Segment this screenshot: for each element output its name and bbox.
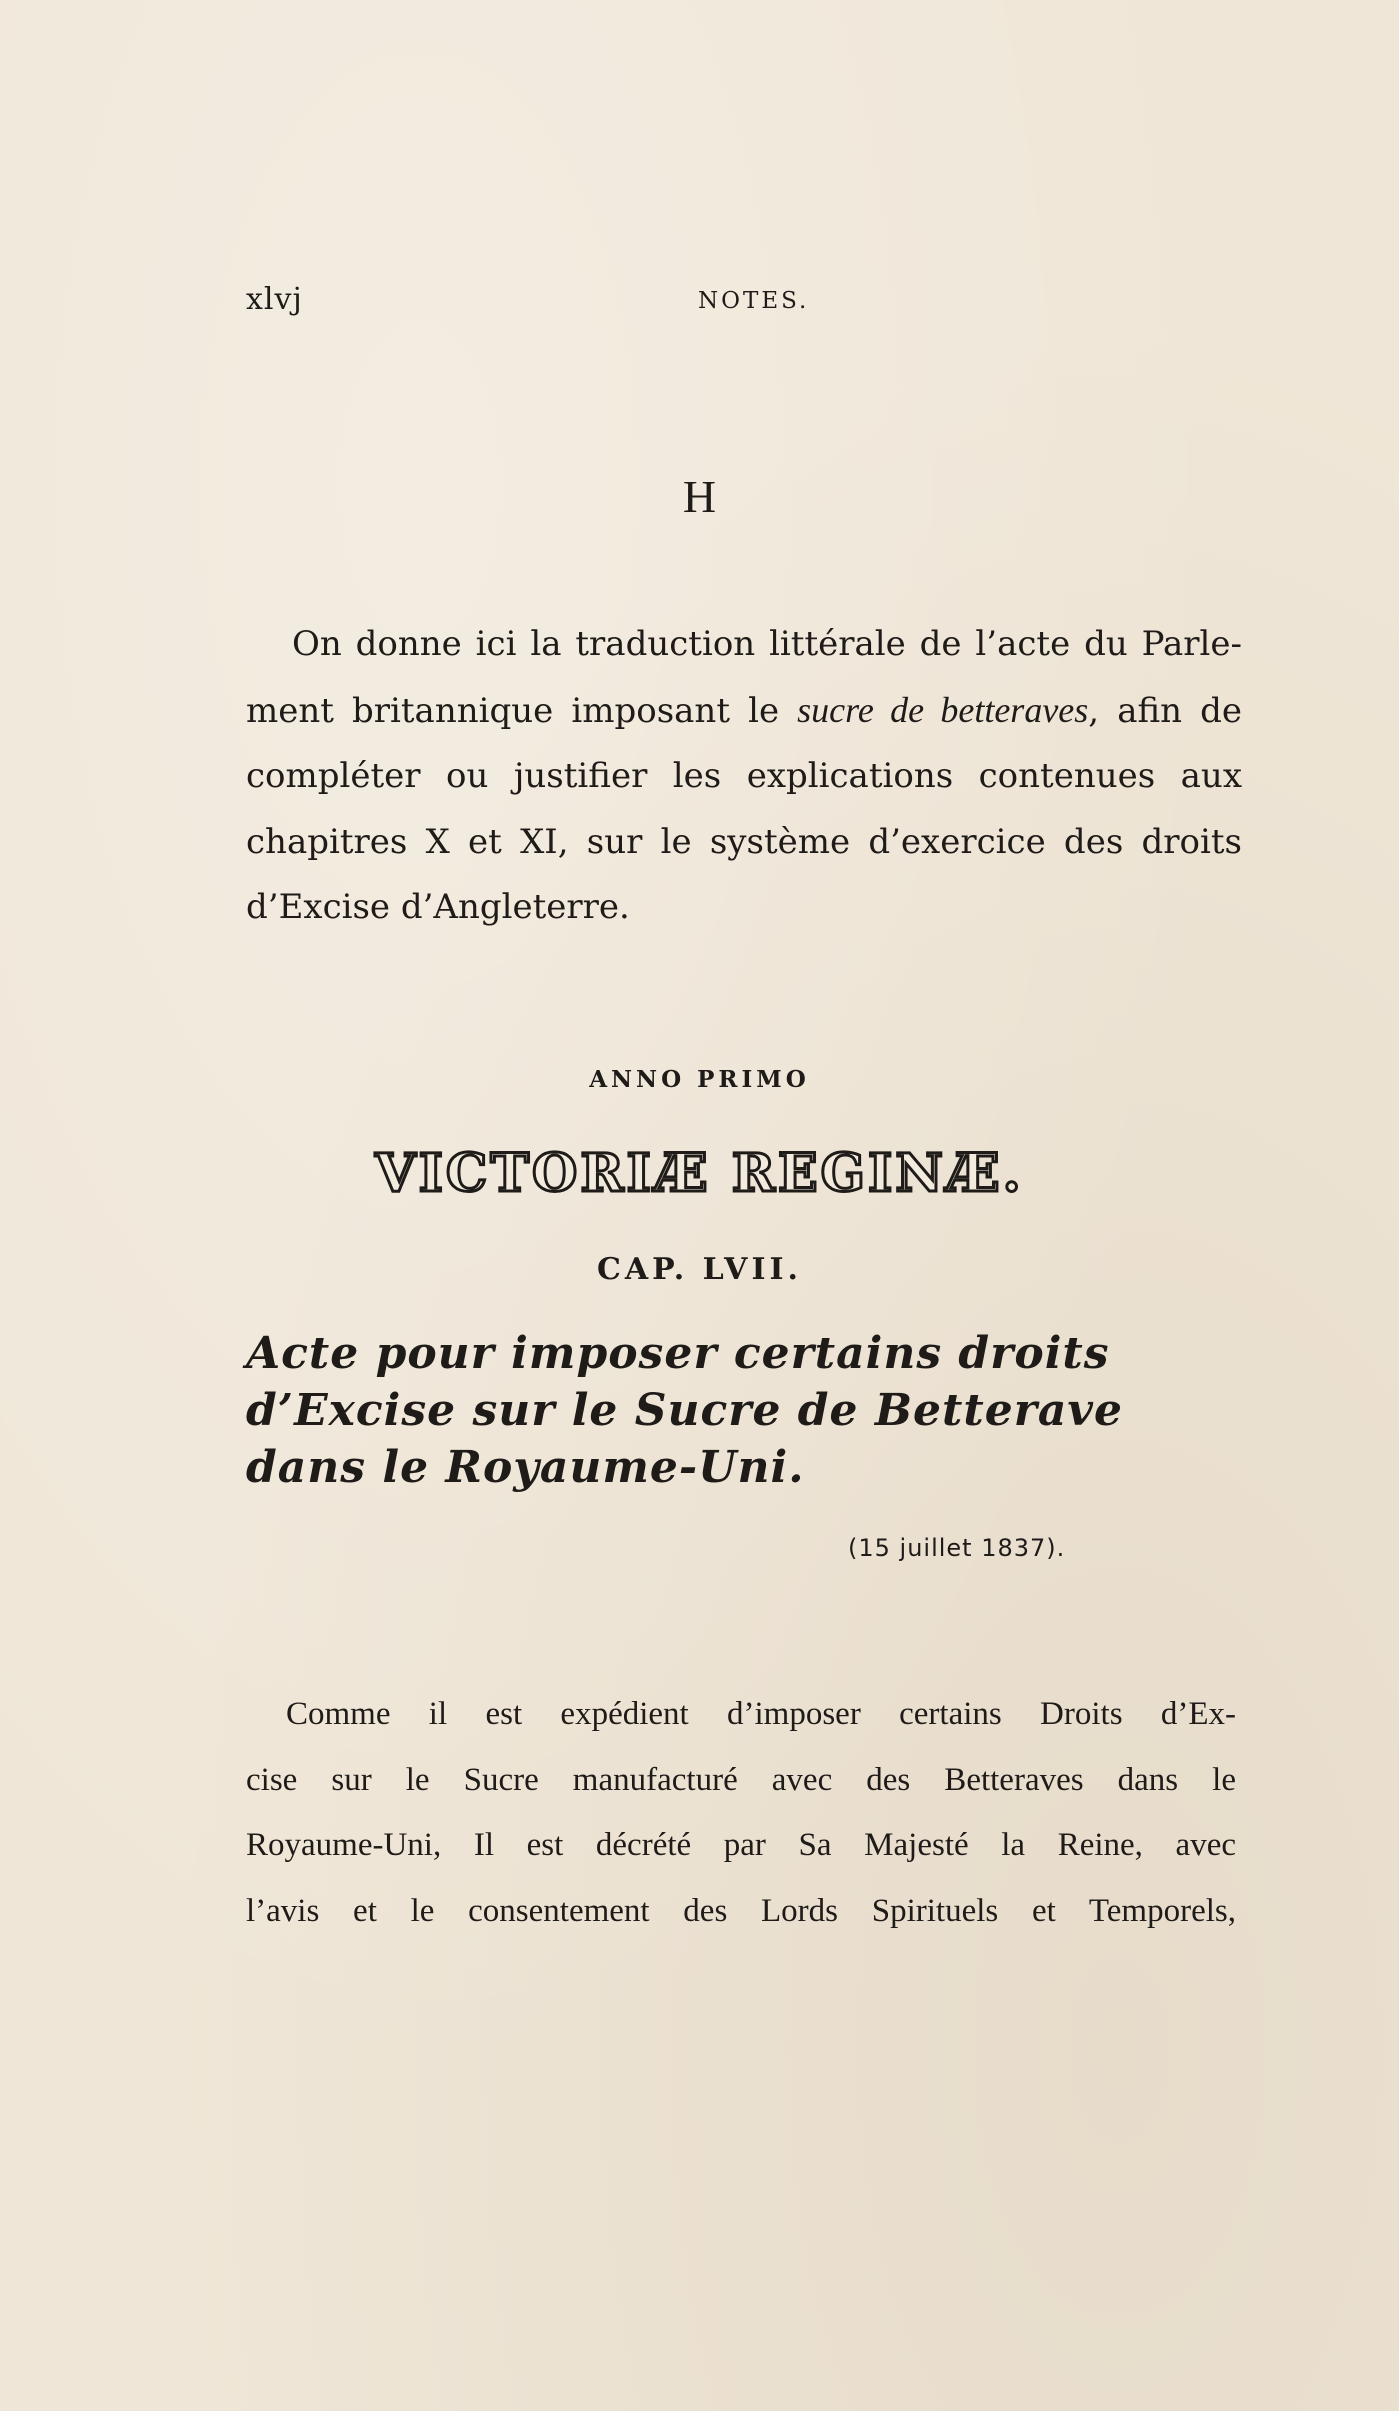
running-head <box>246 282 1146 322</box>
intro-line: compléter ou justifier les explications contenues aux <box>246 756 1242 796</box>
chapter-heading: CAP. LVII. <box>597 1252 802 1287</box>
anno-primo-heading: ANNO PRIMO <box>589 1066 810 1093</box>
act-title <box>246 1325 1242 1496</box>
body-line: l’avis et le consentement des Lords Spirituels et Temporels, <box>246 1892 1236 1929</box>
body-line: Comme il est expédient d’imposer certains Droits d’Ex- <box>286 1696 1236 1732</box>
intro-line-text: , afin de <box>1088 690 1243 731</box>
intro-paragraph <box>246 612 1242 941</box>
body-line: Royaume-Uni, Il est décrété par Sa Majesté la Reine, avec <box>246 1827 1236 1863</box>
intro-line <box>246 678 1242 745</box>
act-title-line: Acte pour imposer certains droits <box>246 1328 1110 1379</box>
section-letter: H <box>682 471 717 522</box>
act-title-line: d’Excise sur le Sucre de Betterave <box>246 1385 1123 1436</box>
intro-line: On donne ici la traduction littérale de l’acte du Parle- <box>292 624 1242 664</box>
body-paragraph <box>246 1682 1236 1944</box>
intro-line: d’Excise d’Angleterre. <box>246 887 630 927</box>
running-title: NOTES. <box>698 288 810 314</box>
page-number: xlvj <box>246 282 303 317</box>
intro-line-text: ment britannique imposant le <box>246 690 798 731</box>
act-date: (15 juillet 1837). <box>848 1534 1066 1562</box>
intro-line: chapitres X et XI, sur le système d’exercice des droits <box>246 821 1242 862</box>
body-line: cise sur le Sucre manufacturé avec des Betteraves dans le <box>246 1761 1236 1798</box>
act-title-line: dans le Royaume-Uni. <box>246 1442 805 1493</box>
intro-emphasis: sucre de betteraves <box>797 689 1089 730</box>
victoriae-reginae-heading: VICTORIÆ REGINÆ. <box>375 1143 1024 1204</box>
